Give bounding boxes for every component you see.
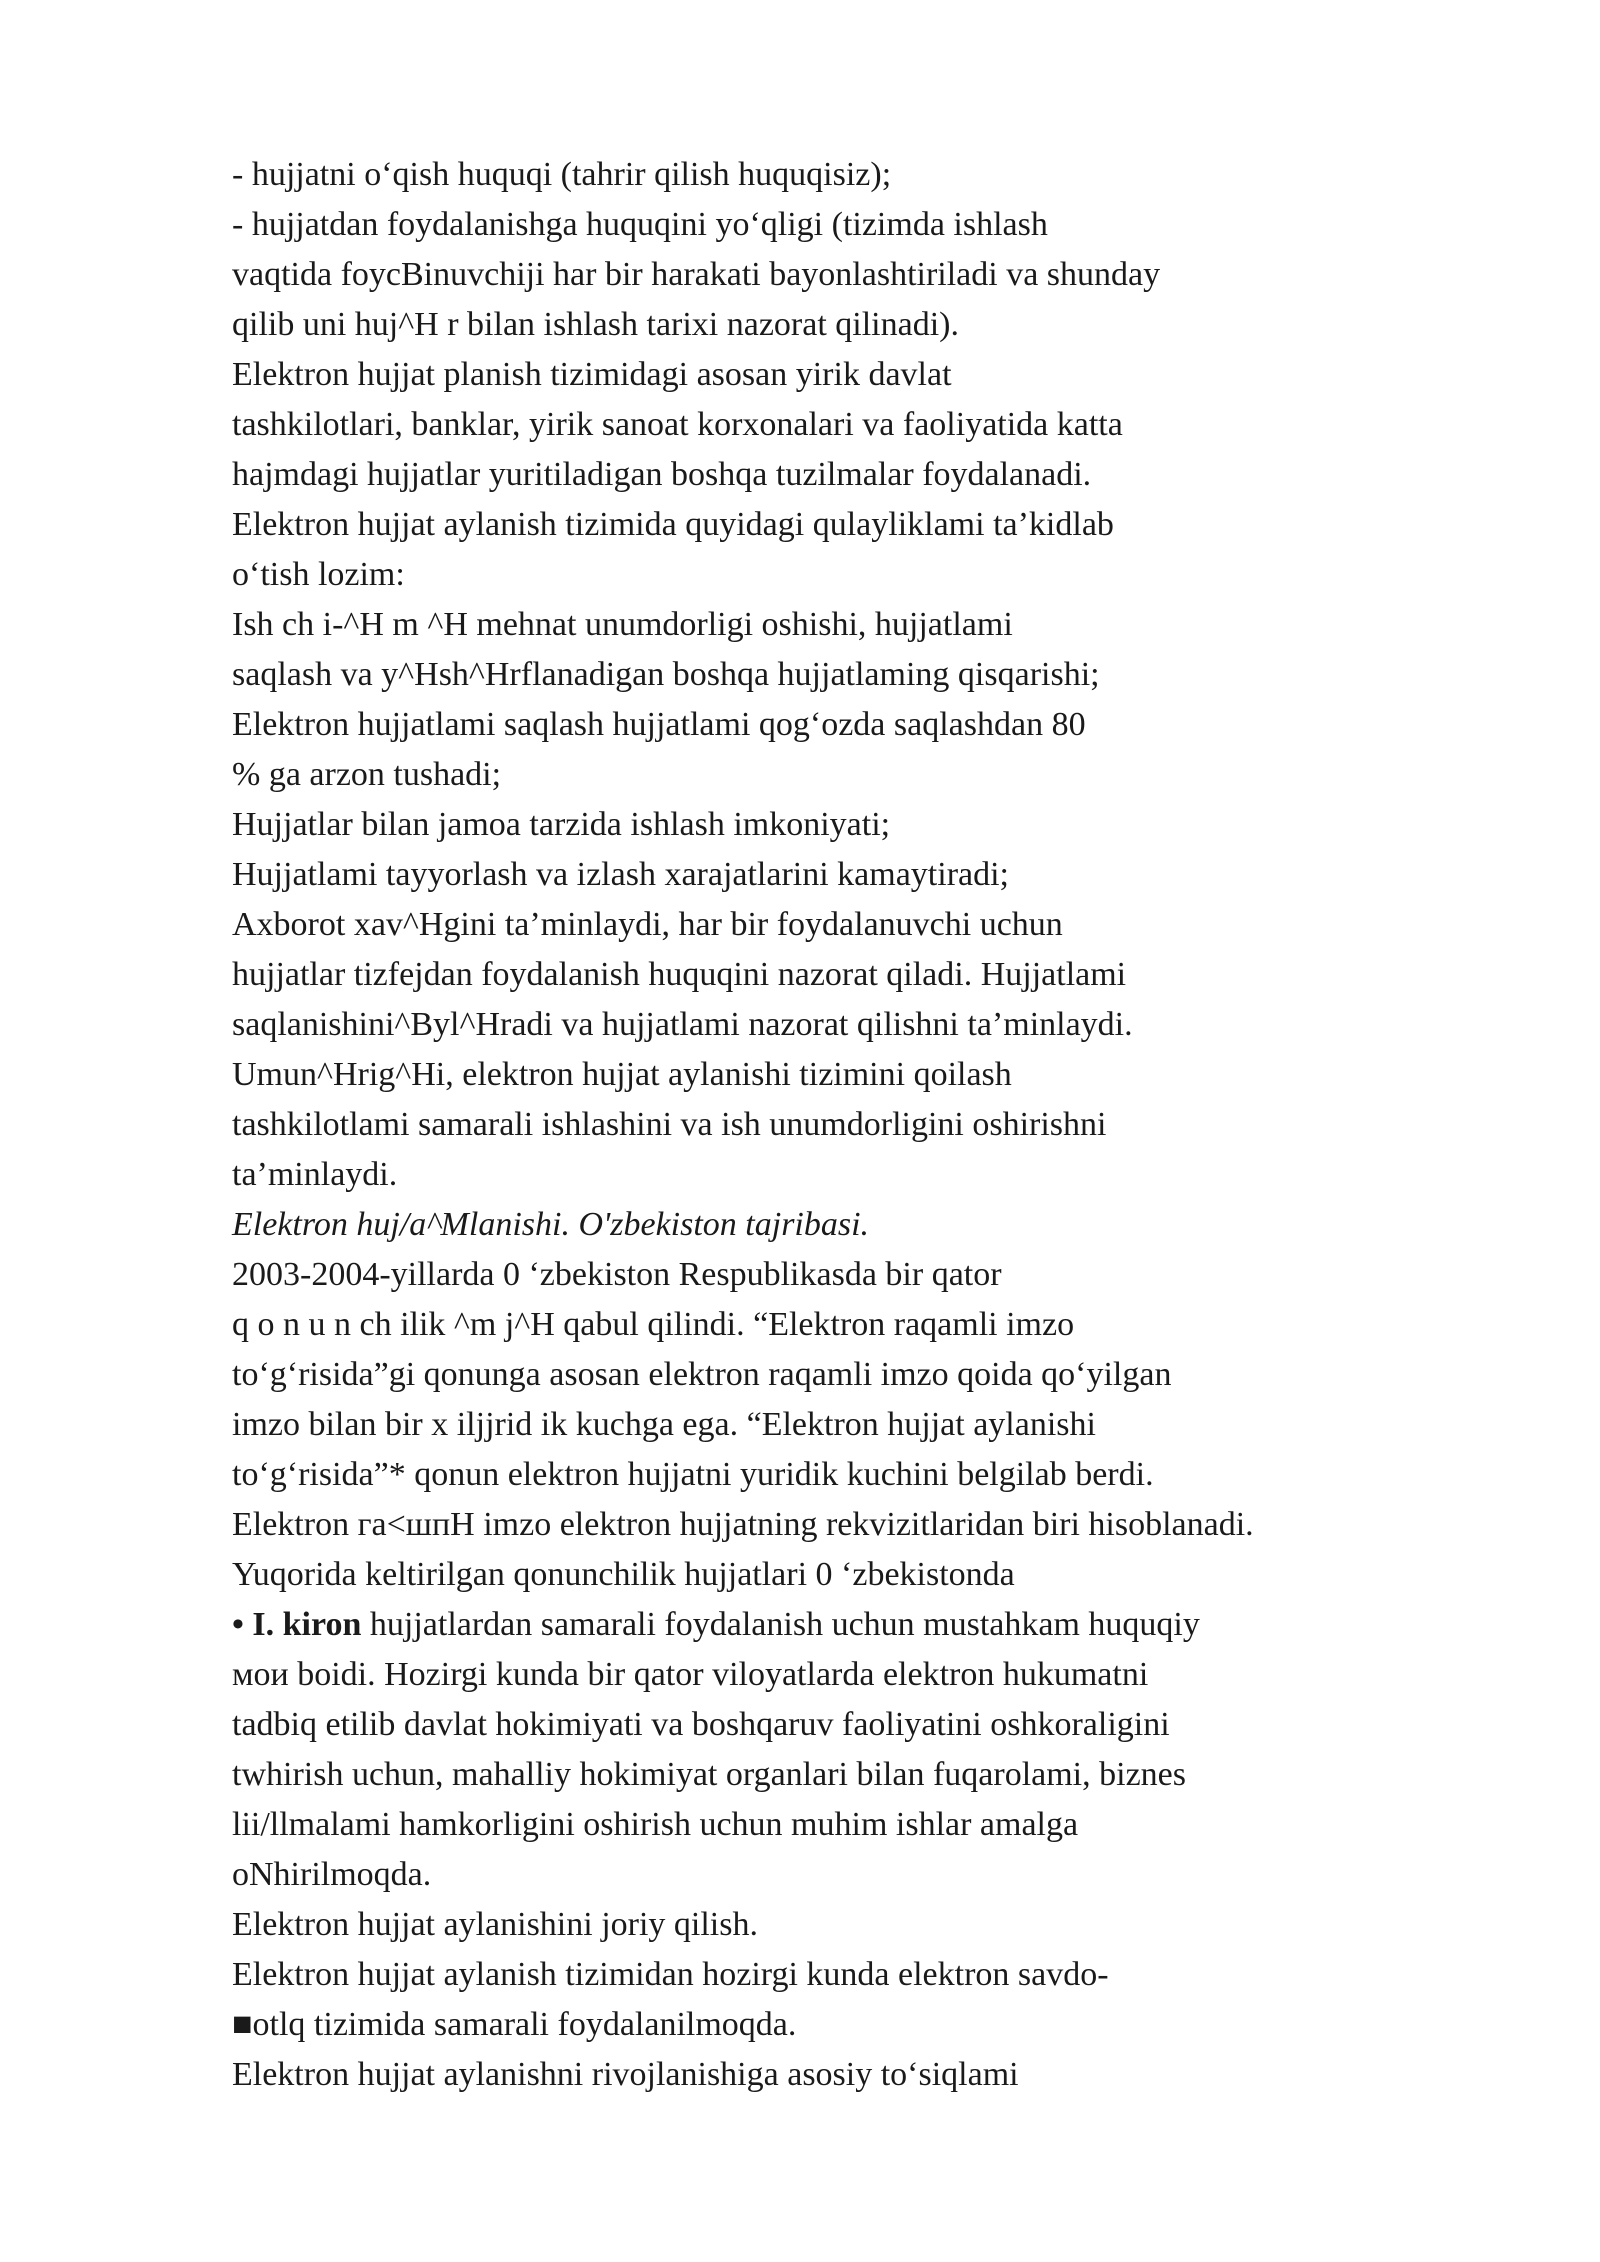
text-line: 2003-2004-yillarda 0 ‘zbekiston Respublikasda bir qator [232, 1256, 1002, 1293]
text-line: tadbiq etilib davlat hokimiyati va boshqaruv faoliyatini oshkoraligini [232, 1706, 1170, 1743]
text-line: imzo bilan bir x iljjrid ik kuchga ega. “Elektron hujjat aylanishi [232, 1406, 1096, 1443]
text-line: - hujjatdan foydalanishga huquqini yo‘qligi (tizimda ishlash [232, 206, 1048, 243]
document-body [232, 150, 1492, 2100]
text-line: tashkilotlami samarali ishlashini va ish unumdorligini oshirishni [232, 1106, 1107, 1143]
text-line: saqlash va y^Hsh^Hrflanadigan boshqa hujjatlaming qisqarishi; [232, 656, 1100, 693]
text-line: qilib uni huj^H r bilan ishlash tarixi nazorat qilinadi). [232, 306, 959, 343]
text-line: oNhirilmoqda. [232, 1856, 432, 1893]
text-line: hujjatlar tizfejdan foydalanish huquqini nazorat qiladi. Hujjatlami [232, 956, 1127, 993]
text-line: мои boidi. Hozirgi kunda bir qator viloyatlarda elektron hukumatni [232, 1656, 1149, 1693]
text-line: Elektron hujjat aylanishini joriy qilish. [232, 1906, 758, 1943]
text-line: to‘g‘risida”* qonun elektron hujjatni yuridik kuchini belgilab berdi. [232, 1456, 1154, 1493]
text-line: hajmdagi hujjatlar yuritiladigan boshqa tuzilmalar foydalanadi. [232, 456, 1092, 493]
text-line: twhirish uchun, mahalliy hokimiyat organlari bilan fuqarolami, biznes [232, 1756, 1186, 1793]
text-line: % ga arzon tushadi; [232, 756, 502, 793]
text-line: saqlanishini^Byl^Hradi va hujjatlami nazorat qilishni ta’minlaydi. [232, 1006, 1133, 1043]
text-line: ta’minlaydi. [232, 1156, 398, 1193]
text-line: o‘tish lozim: [232, 556, 405, 593]
text-line: Hujjatlar bilan jamoa tarzida ishlash imkoniyati; [232, 806, 891, 843]
text-line: vaqtida foycBinuvchiji har bir harakati bayonlashtiriladi va shunday [232, 256, 1161, 293]
text-line: tashkilotlari, banklar, yirik sanoat korxonalari va faoliyatida katta [232, 406, 1123, 443]
section-heading: Elektron huj/a^Mlanishi. O'zbekiston tajribasi. [232, 1206, 870, 1243]
text-line: - hujjatni o‘qish huquqi (tahrir qilish huquqisiz); [232, 156, 892, 193]
text-line: Elektron hujjat aylanish tizimidan hozirgi kunda elektron savdo- [232, 1956, 1109, 1993]
text-line: Elektron hujjatlami saqlash hujjatlami qog‘ozda saqlashdan 80 [232, 706, 1086, 743]
text-line: Umun^Hrig^Hi, elektron hujjat aylanishi tizimini qoilash [232, 1056, 1012, 1093]
line-rest: hujjatlardan samarali foydalanish uchun mustahkam huquqiy [361, 1606, 1200, 1643]
text-line: Elektron hujjat planish tizimidagi asosan yirik davlat [232, 356, 952, 393]
bold-prefix: • I. kiron [232, 1606, 362, 1643]
text-line: Elektron гa<шпH imzo elektron hujjatning rekvizitlaridan biri hisoblanadi. [232, 1506, 1254, 1543]
text-line: to‘g‘risida”gi qonunga asosan elektron raqamli imzo qoida qo‘yilgan [232, 1356, 1172, 1393]
text-line: Ish ch i-^H m ^H mehnat unumdorligi oshishi, hujjatlami [232, 606, 1013, 643]
text-line: q o n u n ch ilik ^m j^H qabul qilindi. “Elektron raqamli imzo [232, 1306, 1075, 1343]
text-line: lii/llmalami hamkorligini oshirish uchun muhim ishlar amalga [232, 1806, 1079, 1843]
text-line: Yuqorida keltirilgan qonunchilik hujjatlari 0 ‘zbekistonda [232, 1556, 1015, 1593]
text-line: ■otlq tizimida samarali foydalanilmoqda. [232, 2006, 797, 2043]
text-line: Elektron hujjat aylanish tizimida quyidagi qulayliklami ta’kidlab [232, 506, 1114, 543]
text-line: Axborot xav^Hgini ta’minlaydi, har bir foydalanuvchi uchun [232, 906, 1063, 943]
text-line: Hujjatlami tayyorlash va izlash xarajatlarini kamaytiradi; [232, 856, 1010, 893]
text-line: Elektron hujjat aylanishni rivojlanishiga asosiy to‘siqlami [232, 2056, 1019, 2093]
text-line-with-bold-prefix [232, 1600, 1492, 1650]
